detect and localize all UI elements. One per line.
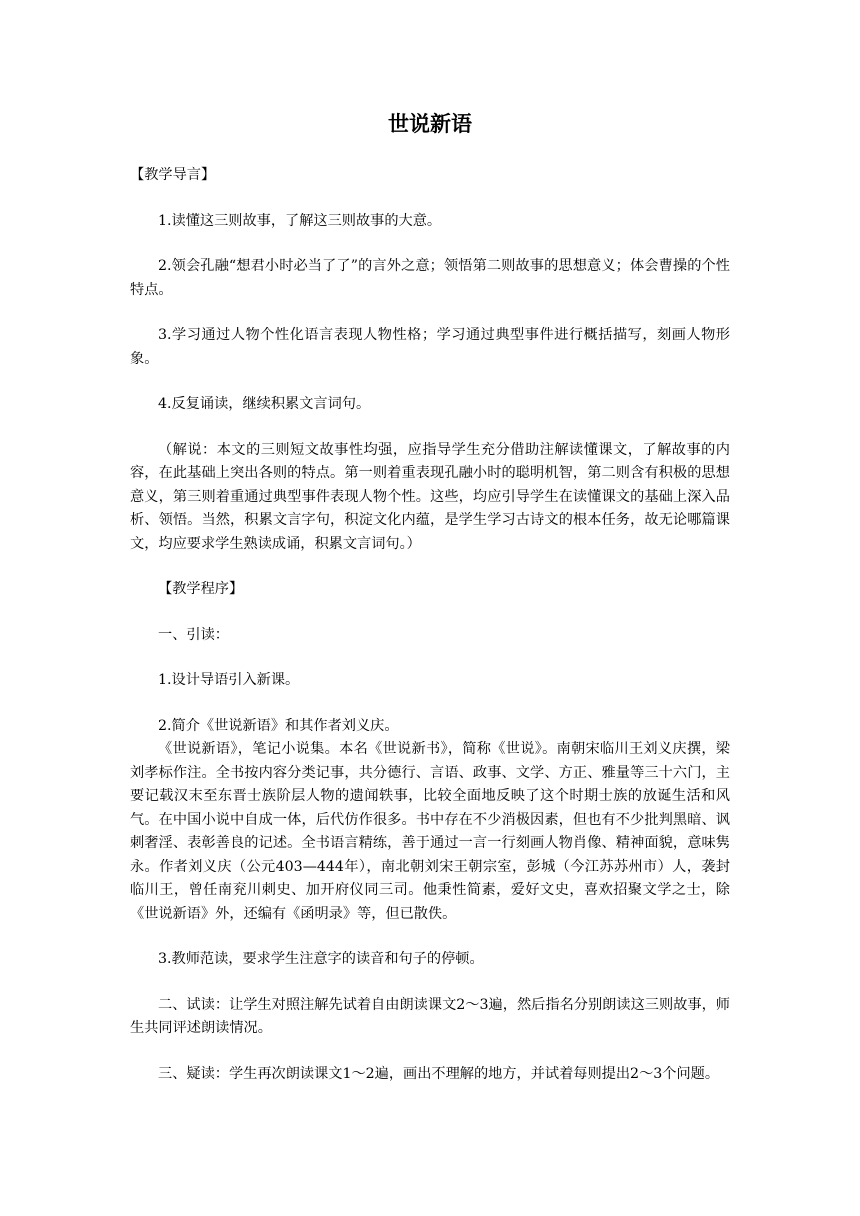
step1-item-3: 3.教师范读，要求学生注意字的读音和句子的停顿。: [158, 951, 484, 967]
objective-2: 2.领会孔融“想君小时必当了了”的言外之意；领悟第二则故事的思想意义；体会曹操的个性特点。: [130, 258, 730, 298]
objective-3: 3.学习通过人物个性化语言表现人物性格；学习通过典型事件进行概括描写，刻画人物形象。: [130, 327, 730, 367]
objective-1: 1.读懂这三则故事，了解这三则故事的大意。: [158, 212, 442, 229]
step3-paragraph: 三、疑读：学生再次朗读课文1～2遍，画出不理解的地方，并试着每则提出2～3个问题。: [158, 1065, 720, 1082]
intro-paragraph: 《世说新语》，笔记小说集。本名《世说新书》，简称《世说》。南朝宋临川王刘义庆撰，梁刘孝标作注。全书按内容分类记事，共分德行、言语、政事、文学、方正、雅量等三十六门，主要记载汉末至东晋士族阶层人物的遗闻轶事，比较全面地反映了这个时期士族的放诞生活和风气。在中国小说中自成一体，后代仿作很多。书中存在不少消极因素，但也有不少批判黑暗、讽刺奢淫、表彰善良的记述。全书语言精练，善于通过一言一行刻画人物肖像、精神面貌，意味隽永。作者刘义庆（公元403—444年），南北朝刘宋王朝宗室，彭城（今江苏苏州市）人，袭封临川王，曾任南兖川刺史、加开府仪同三司。他秉性简素，爱好文史，喜欢招聚文学之士，除《世说新语》外，还编有《函明录》等，但已散佚。: [130, 741, 730, 922]
guide-heading: 【教学导言】: [130, 167, 216, 183]
procedure-heading: 【教学程序】: [158, 581, 244, 597]
objective-4: 4.反复诵读，继续积累文言词句。: [158, 396, 371, 412]
step1-item-1: 1.设计导语引入新课。: [158, 672, 300, 688]
document-title: 世说新语: [388, 112, 472, 136]
step2-paragraph: 二、试读：让学生对照注解先试着自由朗读课文2～3遍，然后指名分别朗读这三则故事，师生共同评述朗读情况。: [130, 996, 730, 1036]
document-page: [130, 110, 730, 1086]
explanation-paragraph: （解说：本文的三则短文故事性均强，应指导学生充分借助注解读懂课文，了解故事的内容，在此基础上突出各则的特点。第一则着重表现孔融小时的聪明机智，第二则含有积极的思想意义，第三则着重通过典型事件表现人物个性。这些，均应引导学生在读懂课文的基础上深入品析、领悟。当然，积累文言字句，积淀文化内蕴，是学生学习古诗文的根本任务，故无论哪篇课文，均应要求学生熟读成诵，积累文言词句。）: [130, 441, 730, 552]
step1-item-2: 2.简介《世说新语》和其作者刘义庆。: [158, 717, 399, 734]
step1-heading: 一、引读：: [158, 626, 229, 643]
